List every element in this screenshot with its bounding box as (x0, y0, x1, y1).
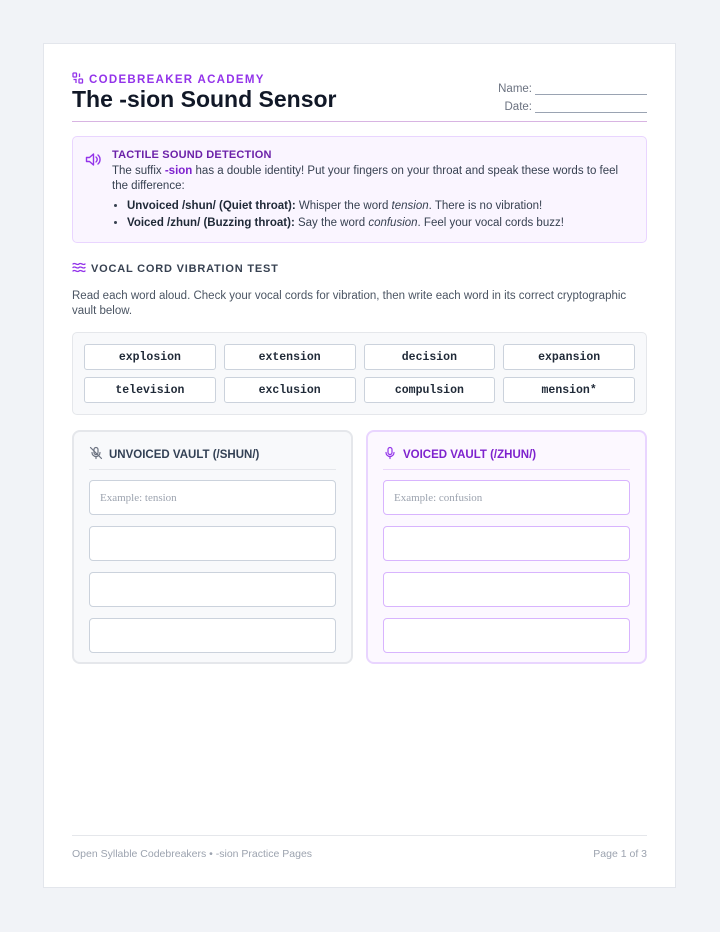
header-divider (72, 121, 647, 122)
word-chip[interactable]: expansion (503, 344, 635, 370)
voiced-vault-title: VOICED VAULT (/ZHUN/) (403, 448, 537, 461)
suffix-highlight: -sion (164, 165, 193, 177)
page-title: The -sion Sound Sensor (72, 86, 337, 112)
list-item: • Unvoiced /shun/ (Quiet throat): Whisper the word tension. There is no vibration! (127, 198, 632, 215)
word-bank (72, 332, 647, 415)
voiced-answer-field[interactable] (383, 572, 630, 607)
section-heading: VOCAL CORD VIBRATION TEST (72, 261, 279, 276)
word-chip[interactable]: decision (364, 344, 496, 370)
worksheet-page (43, 43, 676, 888)
wave-icon (72, 261, 86, 276)
brand-name: CODEBREAKER ACADEMY (89, 73, 265, 86)
mic-icon (383, 446, 397, 463)
word-chip[interactable]: television (84, 377, 216, 403)
unvoiced-vault-title: UNVOICED VAULT (/SHUN/) (109, 448, 260, 461)
date-line[interactable] (535, 100, 647, 113)
voiced-vault-header (383, 446, 630, 470)
cipher-icon (72, 72, 84, 87)
voiced-vault (366, 430, 647, 664)
date-label: Date: (504, 101, 532, 113)
word-chip[interactable]: mension* (503, 377, 635, 403)
list-item: • Voiced /zhun/ (Buzzing throat): Say the word confusion. Feel your vocal cords buzz! (127, 215, 632, 232)
word-chip[interactable]: compulsion (364, 377, 496, 403)
speaker-icon (85, 152, 102, 172)
unvoiced-answer-field[interactable] (89, 572, 336, 607)
callout-heading: TACTILE SOUND DETECTION (112, 149, 272, 161)
page-number: Page 1 of 3 (593, 848, 647, 860)
callout-list (112, 198, 632, 232)
unvoiced-answer-field[interactable] (89, 480, 336, 515)
brand (72, 72, 265, 87)
unvoiced-vault (72, 430, 353, 664)
footer-series: Open Syllable Codebreakers • -sion Practice Pages (72, 848, 313, 860)
info-callout (72, 136, 647, 243)
name-label: Name: (498, 83, 532, 95)
instructions: Read each word aloud. Check your vocal cords for vibration, then write each word in its correct cryptographic vault below. (72, 290, 627, 317)
footer-divider (72, 835, 647, 836)
word-chip[interactable]: extension (224, 344, 356, 370)
voiced-answer-field[interactable] (383, 526, 630, 561)
name-line[interactable] (535, 82, 647, 95)
callout-intro: The suffix -sion has a double identity! Put your fingers on your throat and speak these words to feel the difference: (112, 165, 619, 192)
unvoiced-vault-header (89, 446, 336, 470)
unvoiced-answer-field[interactable] (89, 618, 336, 653)
name-date-block (487, 82, 647, 118)
mic-off-icon (89, 446, 103, 463)
word-chip[interactable]: exclusion (224, 377, 356, 403)
word-chip[interactable]: explosion (84, 344, 216, 370)
voiced-answer-field[interactable] (383, 480, 630, 515)
unvoiced-answer-field[interactable] (89, 526, 336, 561)
voiced-answer-field[interactable] (383, 618, 630, 653)
